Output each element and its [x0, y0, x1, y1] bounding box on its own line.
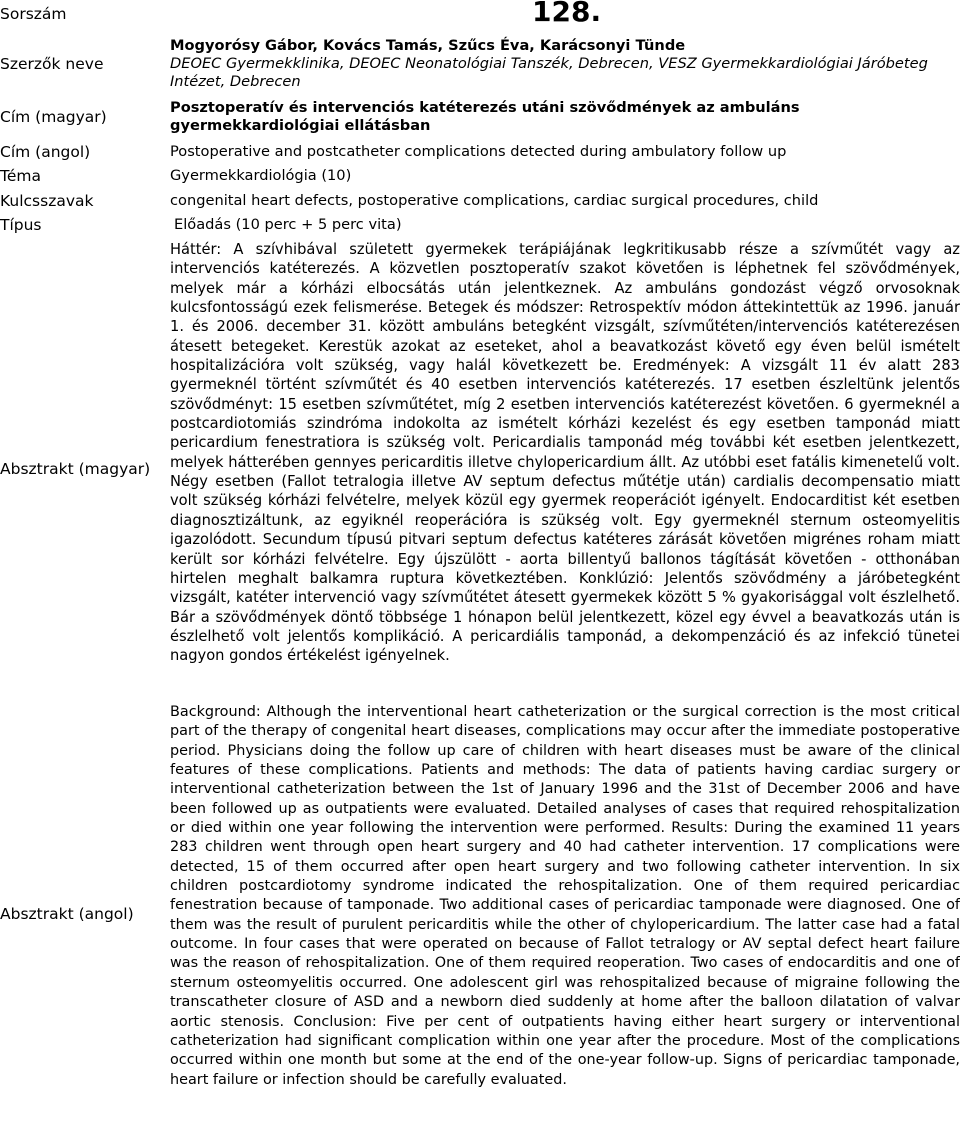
keywords: congenital heart defects, postoperative complications, cardiac surgical procedures, child: [170, 192, 819, 209]
label-tipus: Típus: [0, 216, 42, 234]
affiliation: DEOEC Gyermekklinika, DEOEC Neonatológiai Tanszék, Debrecen, VESZ Gyermekkardiológiai Járóbeteg Intézet, Debrecen: [170, 55, 928, 90]
abstract-hungarian: Háttér: A szívhibával született gyermekek terápiájának legkritikusabb része a szívműtét vagy az intervenciós katéterezés. A közvetlen posztoperatív szakot követően is léphetnek fel szövődmények, melyek már a kórházi elbocsátás után jelentkeznek. Az ambuláns gondozást végző orvosoknak kulcsfontosságú ezek felismerése. Betegek és módszer: Retrospektív módon áttekintettük az 1996. január 1. és 2006. december 31. között ambuláns betegként vizsgált, szívműtéten/intervenciós katéterezésen átesett betegeket. Kerestük azokat az eseteket, ahol a beavatkozást követő egy éven belül ismételt hospitalizációra volt szükség, vagy halál következett be. Eredmények: A vizsgált 11 év alatt 283 gyermeknél történt szívműtét és 40 esetben intervenciós katéterezés. 17 esetben észleltünk jelentős szövődményt: 15 esetben szívműtétet, míg 2 esetben intervenciós katéterezést követően. 6 gyermeknél a postcardiotomiás szindróma indokolta az ismételt kórházi kezelést és egy esetben tamponád miatt pericardium fenestratiora is szükség volt. Pericardialis tamponád még további két esetben jelentkezett, melyek hátterében gennyes pericarditis illetve chylopericardium állt. Az utóbbi eset fatális kimenetelű volt. Négy esetben (Fallot tetralogia illetve AV septum defectus műtétje után) cardialis decompensatio miatt volt szükség kórházi felvételre, melyek közül egy gyermek reoperációt igényelt. Endocarditist két esetben diagnosztizáltunk, az egyiknél reoperációra is szükség volt. Egy gyermeknél sternum osteomyelitis igazolódott. Secundum típusú pitvari septum defectus katéteres zárását követően migrénes roham miatt került sor kórházi felvételre. Egy újszülött - aorta billentyű ballonos tágítását követően - otthonában hirtelen meghalt balkamra ruptura következtében. Konklúzió: Jelentős szövődmény a járóbetegként vizsgált, katéter intervenció vagy szívműtétet átesett gyermekek között 5 % gyakorisággal volt észlelhető. Bár a szövődmények döntő többsége 1 hónapon belül jelentkezett, közel egy évvel a beavatkozás után is észlelhető volt jelentős komplikáció. A pericardiális tamponád, a dekompenzáció és az infekció tünetei nagyon gondos értékelést igényelnek.: [170, 241, 960, 665]
authors: Mogyorósy Gábor, Kovács Tamás, Szűcs Éva, Karácsonyi Tünde: [170, 37, 686, 54]
abstract-english: Background: Although the interventional heart catheterization or the surgical correction is the most critical part of the therapy of congenital heart diseases, complications may occur after the immediate postoperative period. Physicians doing the follow up care of children with heart diseases must be aware of the clinical features of these complications. Patients and methods: The data of patients having cardiac surgery or interventional catheterization between the 1st of January 1996 and the 31st of December 2006 and have been followed up as outpatients were evaluated. Detailed analyses of cases that required rehospitalization or died within one year following the intervention were performed. Results: During the examined 11 years 283 children went through open heart surgery and 40 had catheter intervention. 17 complications were detected, 15 of them occurred after open heart surgery and two following catheter intervention. In six children postcardiotomy syndrome indicated the rehospitalization. One of them required pericardiac fenestration because of tamponade. Two additional cases of pericardiac tamponade were diagnosed. One of them was the result of purulent pericarditis while the other of chylopericardium. The latter case had a fatal outcome. In four cases that were operated on because of Fallot tetralogy or AV septal defect heart failure was the reason of rehospitalization. One of them required reoperation. Two cases of endocarditis and one of sternum osteomyelitis occurred. One adolescent girl was rehospitalized because of migraine following the transcatheter closure of ASD and a newborn died suddenly at home after the balloon dilatation of valvar aortic stenosis. Conclusion: Five per cent of outpatients having either heart surgery or interventional catheterization had significant complication within one year after the procedure. Most of the complications occurred within one month but some at the end of the one-year follow-up. Signs of pericardiac tamponade, heart failure or infection should be carefully evaluated.: [170, 704, 960, 1088]
label-sorszam: Sorszám: [0, 5, 67, 23]
label-absztrakt-magyar: Absztrakt (magyar): [0, 460, 151, 478]
title-hungarian: Posztoperatív és intervenciós katéterezés utáni szövődmények az ambuláns gyermekkardiológiai ellátásban: [170, 99, 800, 134]
label-cim-angol: Cím (angol): [0, 143, 91, 161]
title-english: Postoperative and postcatheter complications detected during ambulatory follow up: [170, 143, 787, 160]
topic: Gyermekkardiológia (10): [170, 167, 352, 184]
label-tema: Téma: [0, 167, 41, 185]
record-number: 128.: [532, 0, 602, 28]
label-szerzok: Szerzők neve: [0, 55, 104, 73]
label-cim-magyar: Cím (magyar): [0, 108, 107, 126]
presentation-type: Előadás (10 perc + 5 perc vita): [174, 216, 402, 233]
label-absztrakt-angol: Absztrakt (angol): [0, 905, 134, 923]
label-kulcsszavak: Kulcsszavak: [0, 192, 94, 210]
